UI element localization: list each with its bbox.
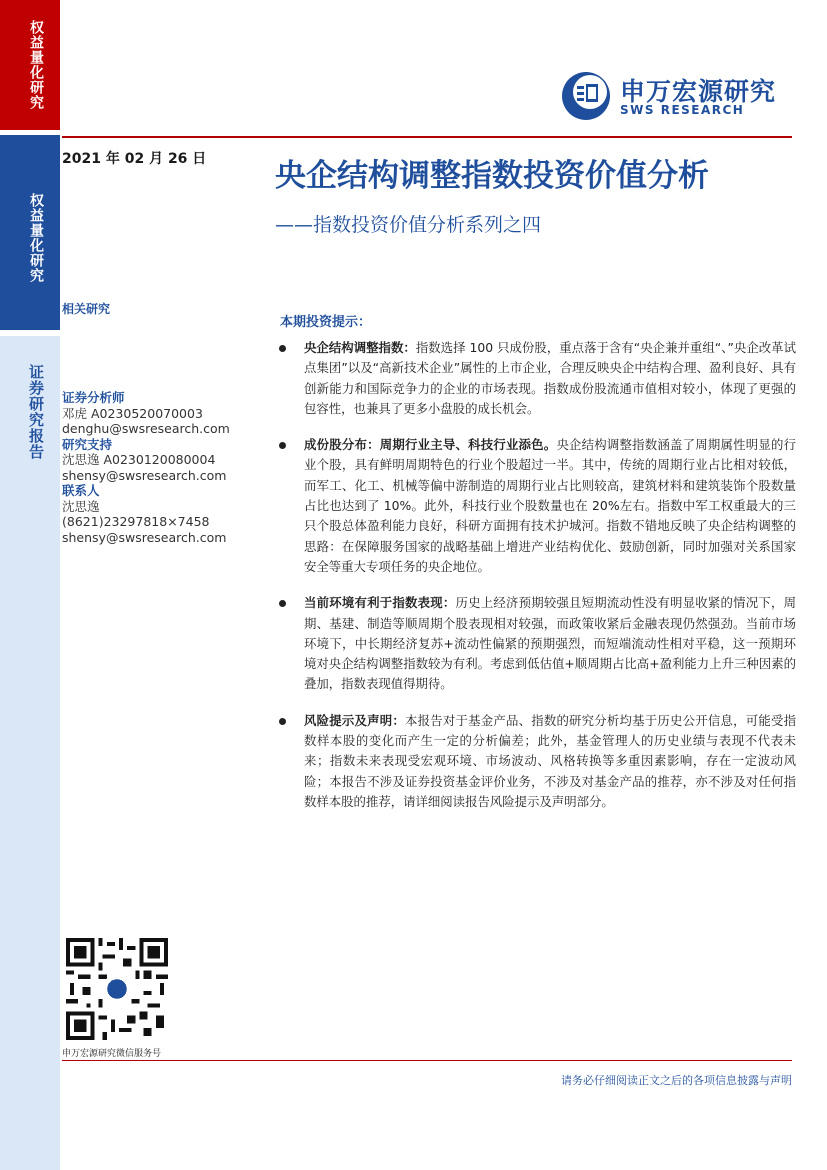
- wechat-qr-code[interactable]: [66, 938, 168, 1040]
- support-name: 沈思逸 A0230120080004: [62, 452, 216, 467]
- header-divider: [62, 136, 792, 138]
- bullet-icon: [279, 600, 286, 607]
- qr-caption: 申万宏源研究微信服务号: [62, 1049, 162, 1059]
- bullet-lead: 央企结构调整指数：: [304, 340, 416, 355]
- support-email[interactable]: shensy@swsresearch.com: [62, 467, 227, 483]
- contacts-block: [62, 390, 230, 545]
- bullet-lead: 当前环境有利于指数表现：: [304, 595, 456, 611]
- bullet-text: 指数选择 100 只成份股，重点落于含有“央企兼并重组“、”央企改革试点集团”以及“高新技术企业”属性的上市企业，合理反映央企中结构合理、盈利良好、具有创新能力和国际竞争力的企业的市场表现。指数成份股流通市值相对较小，体现了更强的包容性，也兼具了更多小盘股的成长机会。: [304, 340, 797, 416]
- logo-mark-icon: [560, 70, 612, 122]
- bullet-text: 本报告对于基金产品、指数的研究分析均基于历史公开信息，可能受指数样本股的变化而产生一定的分析偏差；此外，基金管理人的历史业绩与表现不代表未来；指数未来表现受宏观环境、市场波动、风格转换等多重因素影响，存在一定波动风险；本报告不涉及证券投资基金评价业务，不涉及对基金产品的推荐，亦不涉及对任何指数样本股的推荐，请详细阅读报告风险提示及声明部分。: [304, 712, 797, 809]
- bullet-icon: [279, 718, 286, 725]
- list-item: [276, 593, 796, 694]
- contact-email[interactable]: shensy@swsresearch.com: [62, 529, 227, 545]
- footer-divider: [62, 1060, 792, 1061]
- support-label: 研究支持: [62, 436, 113, 452]
- sidebar-tab-equity-quant-2: [0, 135, 60, 330]
- related-research-heading: 相关研究: [62, 302, 111, 316]
- list-item: [276, 711, 796, 812]
- company-logo: [560, 70, 790, 122]
- logo-text-en: SWS RESEARCH: [620, 103, 745, 117]
- bullet-icon: [279, 345, 286, 352]
- list-item: [276, 338, 796, 419]
- bullet-text: 历史上经济预期较强且短期流动性没有明显收紧的情况下，周期、基建、制造等顺周期个股表现相对较强，而政策收紧后金融表现仍然强劲。当前市场环境下，中长期经济复苏+流动性偏紧的预期强烈，而短端流动性相对平稳，这一预期环境对央企结构调整指数较为有利。考虑到低估值+顺周期占比高+盈利能力上升三种因素的叠加，指数表现值得期待。: [304, 595, 797, 692]
- sidebar-tab-label: 权益量化研究: [28, 193, 44, 283]
- sidebar-tab-securities-report: [0, 336, 60, 1170]
- report-subtitle: ——指数投资价值分析系列之四: [275, 214, 542, 236]
- bullet-lead: 风险提示及声明：: [304, 712, 405, 728]
- sidebar-tab-label: 权益量化研究: [28, 20, 44, 110]
- bullet-icon: [279, 442, 286, 449]
- sidebar-tab-label: 证券研究报告: [27, 364, 45, 460]
- investment-tips-heading: 本期投资提示：: [280, 315, 372, 330]
- investment-tips-list: [276, 338, 796, 828]
- analyst-label: 证券分析师: [62, 390, 125, 405]
- sidebar-tab-equity-quant: [0, 0, 60, 130]
- analyst-email[interactable]: denghu@swsresearch.com: [62, 421, 230, 436]
- report-date: 2021 年 02 月 26 日: [62, 151, 207, 167]
- disclosure-note: 请务必仔细阅读正文之后的各项信息披露与声明: [561, 1074, 792, 1087]
- analyst-name: 邓虎 A0230520070003: [62, 405, 203, 421]
- logo-text-cn: 申万宏源研究: [620, 77, 777, 106]
- contact-name: 沈思逸: [62, 498, 100, 514]
- bullet-text: 央企结构调整指数涵盖了周期属性明显的行业个股，具有鲜明周期特色的行业个股超过一半。其中，传统的周期行业占比相对较低，而军工、化工、机械等偏中游制造的周期行业占比则较高，建筑材料和建筑装饰个股数量占比也达到了 10%。此外，科技行业个股数量也在 20%左右。指数中军工权重最大的三只个股总体盈利能力良好，科研方面拥有技术护城河。指数不错地反映了央企结构调整的思路：在保障服务国家的战略基础上增进产业结构优化、鼓励创新，同时加强对关系国家安全等重大专项任务的央企地位。: [304, 437, 797, 574]
- contact-label: 联系人: [62, 483, 100, 498]
- list-item: [276, 435, 796, 577]
- contact-phone: (8621)23297818×7458: [62, 514, 210, 529]
- bullet-lead: 成份股分布：周期行业主导、科技行业添色。: [304, 437, 557, 453]
- report-title: 央企结构调整指数投资价值分析: [275, 158, 709, 194]
